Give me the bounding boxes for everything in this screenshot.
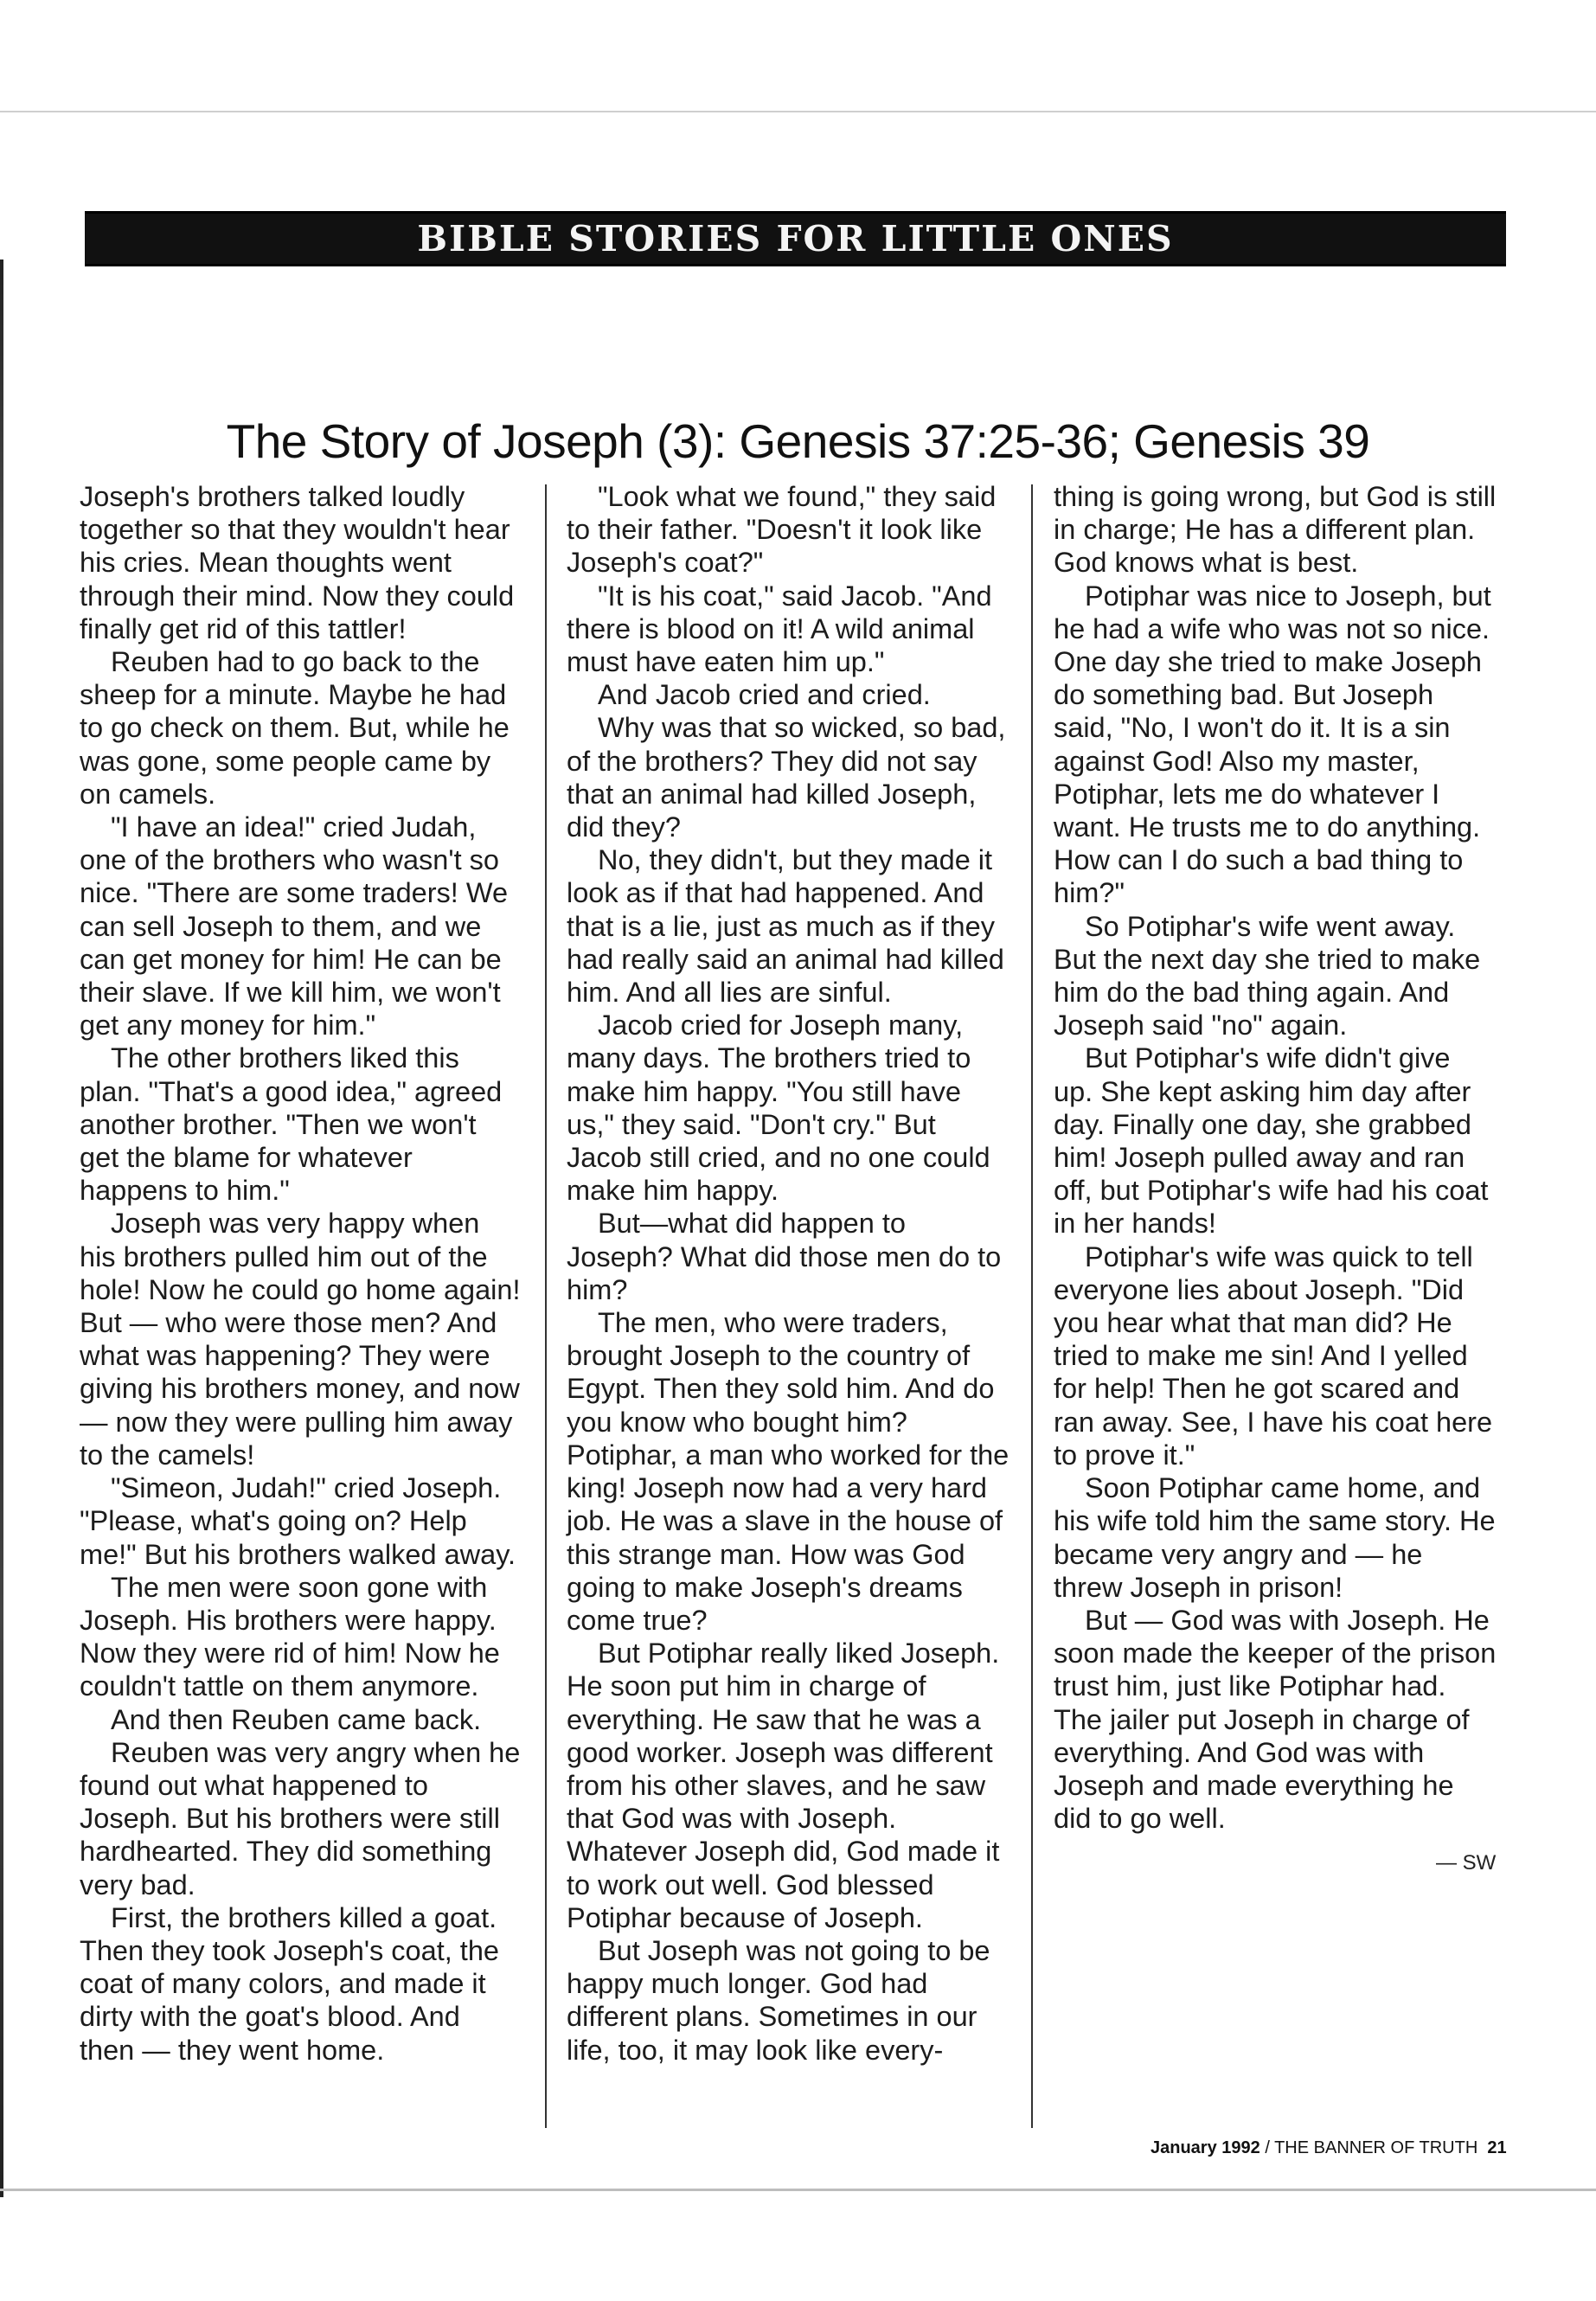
paragraph: And Jacob cried and cried. [598,679,931,711]
paragraph: Reuben had to go back to the sheep for a minute. Maybe he had to go check on them. But, while he was gone, some people came by on camels. [80,646,510,810]
paragraph: But—what did happen to Joseph? What did those men do to him? [567,1208,1002,1305]
paragraph: But Joseph was not going to be happy much longer. God had different plans. Sometimes in our life, too, it may look like every- [567,1934,990,2066]
paragraph: But Potiphar really liked Joseph. He soon put him in charge of everything. He saw that he was a good worker. Joseph was different from his other slaves, and he saw that God was with Joseph. Whatever Joseph did, God made it to work out well. God blessed Potiphar because of Joseph. [567,1638,1000,1933]
paragraph: But Potiphar's wife didn't give up. She kept asking him day after day. Finally one day, she grabbed him! Joseph pulled away and ran off, but Potiphar's wife had his coat in her hands! [1054,1042,1489,1240]
story-title: The Story of Joseph (3): Genesis 37:25-36; Genesis 39 [226,414,1370,468]
section-banner: BIBLE STORIES FOR LITTLE ONES [85,211,1506,266]
paragraph: Joseph's brothers talked loudly together so that they wouldn't hear his cries. Mean thoughts went through their mind. Now they could finally get rid of this tattler! [80,481,515,644]
paragraph: So Potiphar's wife went away. But the next day she tried to make him do the bad thing again. And Joseph said "no" again. [1054,910,1481,1042]
paragraph: Jacob cried for Joseph many, many days. The brothers tried to make him happy. "You still have us," they said. "Don't cry." But Jacob still cried, and no one could make him happy. [567,1009,990,1207]
paragraph: Potiphar's wife was quick to tell everyone lies about Joseph. "Did you hear what that man did? He tried to make me sin! And I yelled for help! Then he got scared and ran away. See, I have his coat here to prove it." [1054,1240,1493,1471]
paragraph: Why was that so wicked, so bad, of the brothers? They did not say that an animal had killed Joseph, did they? [567,712,1006,843]
paragraph: And then Reuben came back. [111,1703,482,1735]
paragraph: "It is his coat," said Jacob. "And there is blood on it! A wild animal must have eaten him up." [567,580,992,678]
footer-date: January 1992 [1151,2138,1260,2157]
paragraph: "Simeon, Judah!" cried Joseph. "Please, what's going on? Help me!" But his brothers walked away. [80,1472,516,1570]
paragraph: thing is going wrong, but God is still in charge; He has a different plan. God knows what is best. [1054,481,1497,579]
column-divider [1031,484,1033,2128]
paragraph: Reuben was very angry when he found out what happened to Joseph. But his brothers were still hardhearted. They did something very bad. [80,1736,521,1900]
footer-publication: THE BANNER OF TRUTH [1274,2138,1478,2157]
page-footer [1151,2138,1507,2158]
paragraph: No, they didn't, but they made it look as if that had happened. And that is a lie, just as much as if they had really said an animal had killed him. And all lies are sinful. [567,844,1004,1009]
paragraph: But — God was with Joseph. He soon made the keeper of the prison trust him, just like Potiphar had. The jailer put Joseph in charge of everything. And God was with Joseph and made everything he did to go well. [1054,1604,1497,1835]
footer-separator: / [1259,2138,1275,2157]
author-signoff: — SW [1436,1851,1497,1875]
text-column-1 [80,480,522,2067]
scan-edge-left [0,260,3,2197]
page-number: 21 [1487,2138,1507,2157]
text-column-2 [567,480,1010,2067]
column-divider [545,484,547,2128]
paragraph: The men, who were traders, brought Joseph to the country of Egypt. Then they sold him. And do you know who bought him? Potiphar, a man who worked for the king! Joseph now had a very hard job. He was a slave in the house of this strange man. How was God going to make Joseph's dreams come true? [567,1307,1010,1636]
scan-edge-top [0,111,1596,112]
paragraph: The men were soon gone with Joseph. His brothers were happy. Now they were rid of him! Now he couldn't tattle on them anymore. [80,1571,500,1702]
paragraph: "I have an idea!" cried Judah, one of the brothers who wasn't so nice. "There are some traders! We can sell Joseph to them, and we can get money for him! He can be their slave. If we kill him, we won't get any money for him." [80,811,509,1042]
paragraph: The other brothers liked this plan. "That's a good idea," agreed another brother. "Then we won't get the blame for whatever happens to him." [80,1042,503,1207]
text-column-3 [1054,480,1497,1835]
paragraph: Joseph was very happy when his brothers pulled him out of the hole! Now he could go home again! But — who were those men? And what was happening? They were giving his brothers money, and now — now they were pulling him away to the camels! [80,1208,521,1471]
paragraph: Soon Potiphar came home, and his wife told him the same story. He became very angry and — he threw Joseph in prison! [1054,1472,1496,1603]
paragraph: Potiphar was nice to Joseph, but he had a wife who was not so nice. One day she tried to make Joseph do something bad. But Joseph said, "No, I won't do it. It is a sin against God! Also my master, Potiphar, lets me do whatever I want. He trusts me to do anything. How can I do such a bad thing to him?" [1054,580,1491,909]
paragraph: "Look what we found," they said to their father. "Doesn't it look like Joseph's coat?" [567,481,997,579]
paragraph: First, the brothers killed a goat. Then they took Joseph's coat, the coat of many colors, and made it dirty with the goat's blood. And then — they went home. [80,1901,499,2066]
scan-edge-bottom [0,2189,1596,2191]
